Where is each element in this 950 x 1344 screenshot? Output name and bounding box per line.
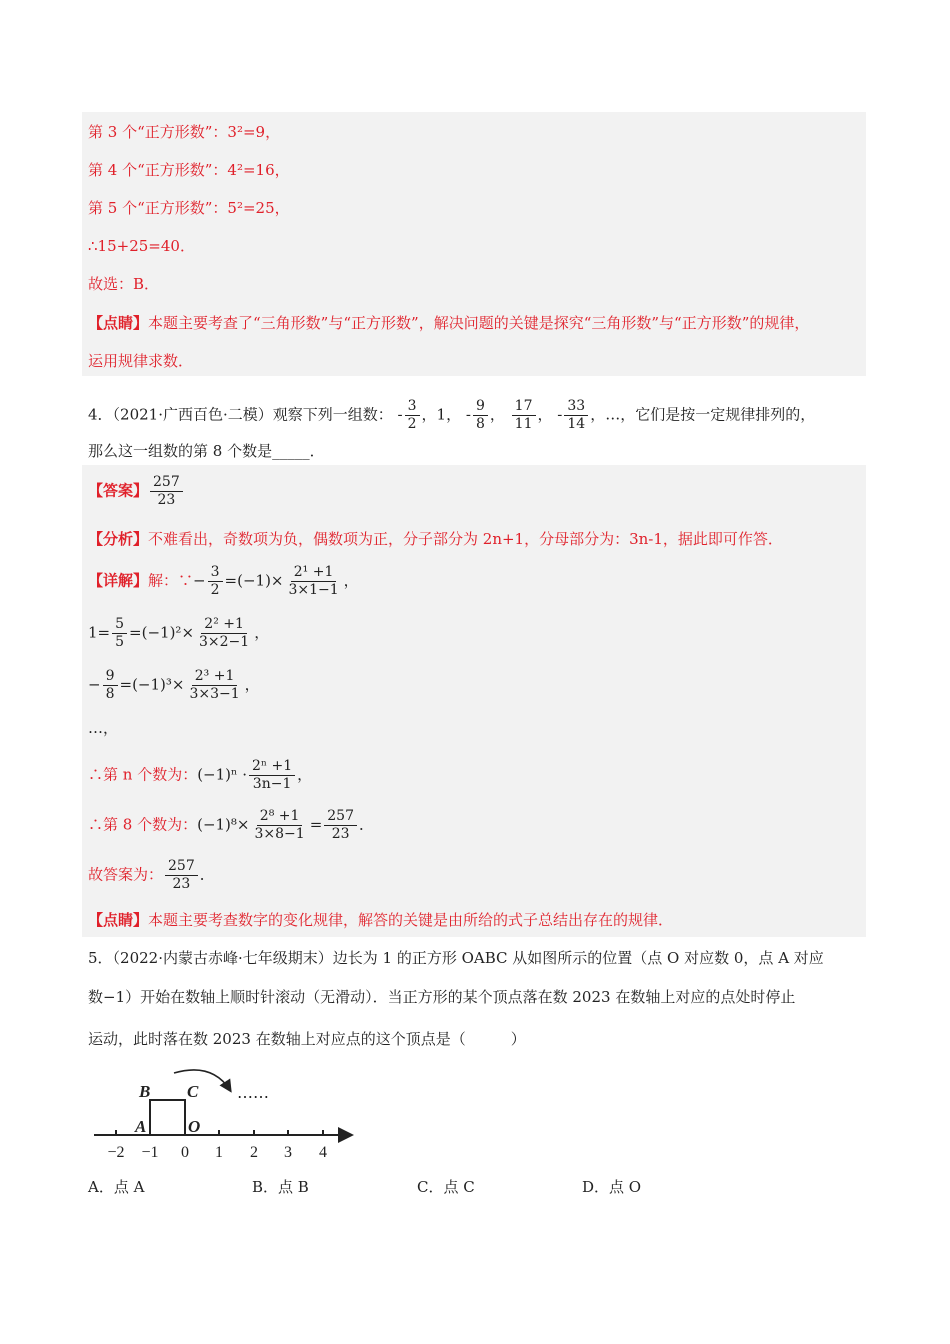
detail-line-3: − $\frac{9}{8}$ =(−1)³× $\frac{\text{2³ +1}}{3\times 3-1}$ ，: [88, 668, 260, 702]
option-d[interactable]: D．点 O: [582, 1178, 642, 1196]
label-c: C: [187, 1082, 199, 1101]
fraction: $\frac{3}{2}$: [208, 564, 223, 599]
solution-line: 第 5 个“正方形数”：5²=25，: [88, 199, 290, 217]
tick-label: 2: [250, 1144, 258, 1161]
fraction: $\frac{\text{2ⁿ +1}}{3n-1}$: [249, 758, 295, 793]
tick-label: −1: [141, 1144, 159, 1161]
fraction: $\frac{257}{23}$: [324, 808, 357, 843]
label-b: B: [139, 1082, 151, 1101]
question-5-stem-1: 5．（2022·内蒙古赤峰·七年级期末）边长为 1 的正方形 OABC 从如图所示的位置（点 O 对应数 0，点 A 对应: [88, 949, 824, 967]
question-4-stem: 4．（2021·广西百色·二模）观察下列一组数： - $\frac{3}{2}$ ，1， - $\frac{9}{8}$ ， $\frac{17}{11}$ ， - $\frac{33}{14}$ ，…，它们是按一定规律排列的，: [88, 398, 816, 432]
final-answer-line: 故答案为： $\frac{257}{23}$ ．: [88, 858, 215, 892]
fraction: $\frac{17}{11}$: [512, 398, 536, 433]
option-a[interactable]: A．点 A: [88, 1178, 145, 1196]
label-a: A: [135, 1117, 147, 1136]
solution-line: 故选：B．: [88, 275, 160, 293]
tip-text: 本题主要考查了“三角形数”与“正方形数”，解决问题的关键是探究“三角形数”与“正方形数”的规律，: [148, 314, 810, 332]
answer-line: 【答案】 $\frac{257}{23}$: [88, 474, 185, 509]
tick-label: 3: [284, 1144, 292, 1161]
tip-line: [88, 313, 809, 333]
fraction: $\frac{\text{2⁸ +1}}{3\times 8-1}$: [254, 808, 305, 842]
fraction: $\frac{9}{8}$: [103, 668, 118, 703]
solution-line: 第 3 个“正方形数”：3²=9，: [88, 123, 281, 141]
label-dots: ……: [237, 1083, 269, 1102]
label-o: O: [188, 1117, 201, 1136]
tick-label: 4: [319, 1144, 327, 1161]
number-line-figure: [90, 1046, 360, 1164]
tick-label: −2: [107, 1144, 125, 1161]
rolling-arrow: [174, 1070, 230, 1090]
fraction: $\frac{\text{2³ +1}}{3\times 3-1}$: [189, 668, 240, 702]
detail-ellipsis: …，: [88, 719, 119, 737]
detail-line-1: 【详解】解：∵− $\frac{3}{2}$ =(−1)× $\frac{\text{2¹ +1}}{3\times 1-1}$ ，: [88, 564, 359, 598]
fraction: $\frac{3}{2}$: [405, 398, 420, 433]
fraction: $\frac{257}{23}$: [150, 474, 183, 509]
tip-line-2: 运用规律求数．: [88, 352, 194, 370]
fraction: $\frac{\text{2¹ +1}}{3\times 1-1}$: [288, 564, 339, 598]
fraction: $\frac{9}{8}$: [473, 398, 488, 433]
solution-line: ∴15+25=40．: [88, 237, 195, 255]
fraction: $\frac{257}{23}$: [165, 858, 198, 893]
fraction: $\frac{33}{14}$: [564, 398, 588, 433]
option-b[interactable]: B．点 B: [252, 1178, 309, 1196]
tick-label: 1: [215, 1144, 223, 1161]
tip-line-q4: 【点睛】本题主要考查数字的变化规律，解答的关键是由所给的式子总结出存在的规律．: [88, 911, 674, 929]
option-c[interactable]: C．点 C: [417, 1178, 475, 1196]
fraction: $\frac{5}{5}$: [112, 616, 127, 651]
detail-line-2: 1= $\frac{5}{5}$ =(−1)²× $\frac{\text{2² +1}}{3\times 2-1}$ ，: [88, 616, 270, 650]
fraction: $\frac{\text{2² +1}}{3\times 2-1}$: [199, 616, 250, 650]
tick-label: 0: [181, 1144, 189, 1161]
solution-box-q3: [82, 112, 866, 376]
question-4-stem-2: 那么这一组数的第 8 个数是_____．: [88, 442, 325, 460]
question-5-stem-3: 运动，此时落在数 2023 在数轴上对应点的这个顶点是（ ）: [88, 1030, 526, 1048]
tip-tag: 【点睛】: [88, 314, 149, 332]
detail-eighth-term: ∴第 8 个数为：(−1)⁸× $\frac{\text{2⁸ +1}}{3\times 8-1}$ = $\frac{257}{23}$ ．: [88, 808, 375, 842]
analysis-line: 【分析】不难看出，奇数项为负，偶数项为正，分子部分为 2n+1，分母部分为：3n-1，据此即可作答．: [88, 530, 783, 548]
detail-general-term: ∴第 n 个数为：(−1)ⁿ · $\frac{\text{2ⁿ +1}}{3n-1}$ ，: [88, 758, 313, 792]
square-oabc: [150, 1100, 185, 1135]
solution-line: 第 4 个“正方形数”：4²=16，: [88, 161, 290, 179]
question-5-stem-2: 数−1）开始在数轴上顺时针滚动（无滑动）．当正方形的某个顶点落在数 2023 在数轴上对应的点处时停止: [88, 988, 796, 1006]
